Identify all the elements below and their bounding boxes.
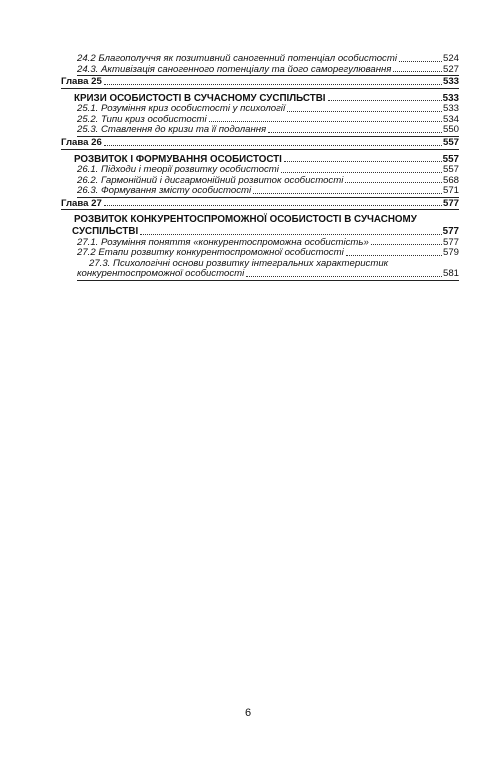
dot-leader (246, 276, 442, 277)
toc-chapter-26[interactable] (61, 137, 459, 150)
toc-entry-26-3[interactable] (77, 186, 459, 198)
dot-leader (399, 61, 442, 62)
toc-entry-title: 25.3. Ставлення до кризи та її подолання (77, 124, 267, 136)
toc-entry-title: 24.3. Активізація саногенного потенціалу та його саморегулювання (77, 63, 392, 75)
toc-entry-24-3[interactable] (77, 65, 459, 77)
toc-entry-page: 571 (442, 185, 459, 197)
page-number: 6 (244, 707, 252, 719)
dot-leader (371, 244, 442, 245)
chapter-title: КРИЗИ ОСОБИСТОСТІ В СУЧАСНОМУ СУСПІЛЬСТВІ (74, 92, 326, 104)
toc-entry-27-3[interactable] (77, 259, 459, 281)
chapter-page: 577 (442, 197, 459, 209)
toc-chapter-title-27[interactable] (72, 214, 459, 237)
toc-entry-title: 26.3. Формування змісту особистості (77, 185, 252, 197)
dot-leader (284, 161, 442, 162)
toc-entry-page: 533 (442, 103, 459, 115)
dot-leader (328, 100, 442, 101)
toc-entry-title-line2: конкурентоспроможної особистості (77, 268, 245, 280)
toc-entry-24-2[interactable] (77, 54, 459, 65)
chapter-label: Глава 27 (61, 197, 102, 209)
toc-entry-title: 27.1. Розуміння поняття «конкурентоспроможна особистість» (77, 236, 369, 248)
toc-entry-title: 25.1. Розуміння криз особистості у психології (77, 103, 286, 115)
dot-leader (393, 71, 442, 72)
chapter-title-line1: РОЗВИТОК КОНКУРЕНТОСПРОМОЖНОЇ ОСОБИСТОСТІ В СУЧАСНОМУ (74, 214, 417, 226)
toc-chapter-27[interactable] (61, 198, 459, 211)
chapter-title-page: 577 (442, 226, 459, 238)
dot-leader (253, 193, 442, 194)
toc-entry-page: 579 (442, 247, 459, 259)
toc-entry-title: 26.1. Підходи і теорії розвитку особистості (77, 164, 279, 176)
dot-leader (345, 182, 442, 183)
toc-entry-page: 534 (442, 113, 459, 125)
dot-leader (104, 145, 442, 146)
toc-entry-title: 25.2. Типи криз особистості (77, 113, 207, 125)
chapter-title: РОЗВИТОК І ФОРМУВАННЯ ОСОБИСТОСТІ (74, 153, 282, 165)
toc-entry-page: 581 (442, 268, 459, 280)
toc-chapter-25[interactable] (61, 76, 459, 89)
chapter-label: Глава 26 (61, 137, 102, 149)
table-of-contents (61, 54, 459, 281)
dot-leader (281, 172, 442, 173)
toc-entry-title: 24.2 Благополуччя як позитивний саногенний потенціал особистості (77, 53, 397, 64)
dot-leader (346, 255, 442, 256)
toc-entry-title: 27.2 Етапи розвитку конкурентоспроможної особистості (77, 247, 344, 259)
chapter-label: Глава 25 (61, 76, 102, 88)
chapter-title-page: 557 (442, 153, 459, 165)
toc-entry-page: 527 (442, 63, 459, 75)
dot-leader (104, 205, 442, 206)
toc-entry-page: 557 (442, 164, 459, 176)
toc-entry-title: 26.2. Гармонійний і дисгармонійний розвиток особистості (77, 174, 344, 186)
toc-entry-page: 577 (442, 236, 459, 248)
chapter-title-line2: СУСПІЛЬСТВІ (72, 226, 139, 238)
toc-entry-page: 550 (442, 124, 459, 136)
dot-leader (209, 121, 442, 122)
toc-entry-25-3[interactable] (77, 125, 459, 137)
toc-entry-page: 524 (442, 53, 459, 64)
chapter-title-page: 533 (442, 92, 459, 104)
dot-leader (104, 84, 442, 85)
dot-leader (287, 111, 442, 112)
chapter-page: 533 (442, 76, 459, 88)
chapter-page: 557 (442, 137, 459, 149)
dot-leader (268, 132, 442, 133)
dot-leader (140, 234, 441, 235)
toc-entry-page: 568 (442, 174, 459, 186)
toc-entry-title-line1: 27.3. Психологічні основи розвитку інтегральних характеристик (89, 257, 389, 269)
